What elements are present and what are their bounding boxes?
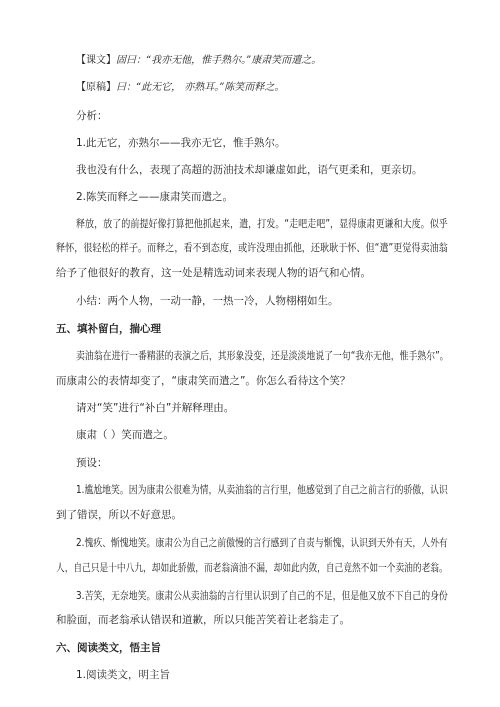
section5-title: 五、填补留白，揣心理 <box>56 323 161 335</box>
summary-line: 小结：两个人物，一动一静，一热一冷，人物栩栩如生。 <box>76 295 339 307</box>
s5-fill-blank: 康肃（ ）笑而遣之。 <box>76 429 174 441</box>
preset1-line-2: 到了错误，所以不好意思。 <box>56 509 182 521</box>
preset3-line-1: 3.苦笑，无奈地笑。康肃公从卖油翁的言行里认识到了自己的不足，但是他又放不下自己的身份 <box>76 590 448 602</box>
yuangao-tag: 【原稿】 <box>76 82 116 93</box>
point1-title: 1.此无它，亦熟尔——我亦无它，惟手熟尔。 <box>76 137 286 149</box>
point2-line-1: 释放，放了的前提好像打算把他抓起来，遣，打发。“走吧走吧”，显得康肃更谦和大度。似乎 <box>76 218 448 230</box>
s5-para1-line-1: 卖油翁在进行一番精湛的表演之后，其形象没变，还是淡淡地说了一句“我亦无他，惟手熟尔”。 <box>76 350 449 362</box>
point1-line: 我也没有什么，表现了高超的沥油技术却谦虚如此，语气更柔和，更亲切。 <box>76 164 423 176</box>
section6-title: 六、阅读类文，悟主旨 <box>56 642 161 654</box>
kewen-tag: 【课文】 <box>76 55 116 66</box>
s5-task: 请对“笑”进行“补白”并解释理由。 <box>76 402 235 414</box>
s5-para1-line-2: 而康肃公的表情却变了，“康肃笑而遣之”。你怎么看待这个笑？ <box>56 375 351 387</box>
analysis-label: 分析： <box>76 110 108 122</box>
preset2-line-2: 人，自己只是十中八九，却如此骄傲，而老翁滴油不漏，却如此内敛，自己竟然不如一个卖油的老翁。 <box>56 562 448 574</box>
point2-line-3: 给予了他很好的教育，这一处是精选动词来表现人物的语气和心情。 <box>56 267 371 279</box>
kewen-text: 固曰：“我亦无他，惟手熟尔。”康肃笑而遣之。 <box>116 55 322 66</box>
yuangao-line <box>76 81 284 95</box>
preset1-line-1: 1.尴尬地笑。因为康肃公很难为情，从卖油翁的言行里，他感觉到了自己之前言行的骄傲，认识 <box>76 484 448 496</box>
preset3-line-2: 和脸面，而老翁承认错误和道歉，所以只能苦笑着让老翁走了。 <box>56 614 350 626</box>
point2-line-2: 释怀，很轻松的样子。而释之，看不到态度，或许没理由抓他，还耿耿于怀、但“遣”更觉得卖油翁 <box>56 242 448 254</box>
kewen-line <box>76 54 321 68</box>
point2-title: 2.陈笑而释之——康肃笑而遣之。 <box>76 191 234 203</box>
yuangao-text: 曰：“此无它， 亦熟耳。”陈笑而释之。 <box>116 82 285 93</box>
preset2-line-1: 2.愧疚、惭愧地笑。康肃公为自己之前傲慢的言行感到了自责与惭愧，认识到天外有天，人外有 <box>76 537 448 549</box>
s5-preset-label: 预设： <box>76 457 108 469</box>
s6-item-1: 1.阅读类文，明主旨 <box>76 669 171 681</box>
